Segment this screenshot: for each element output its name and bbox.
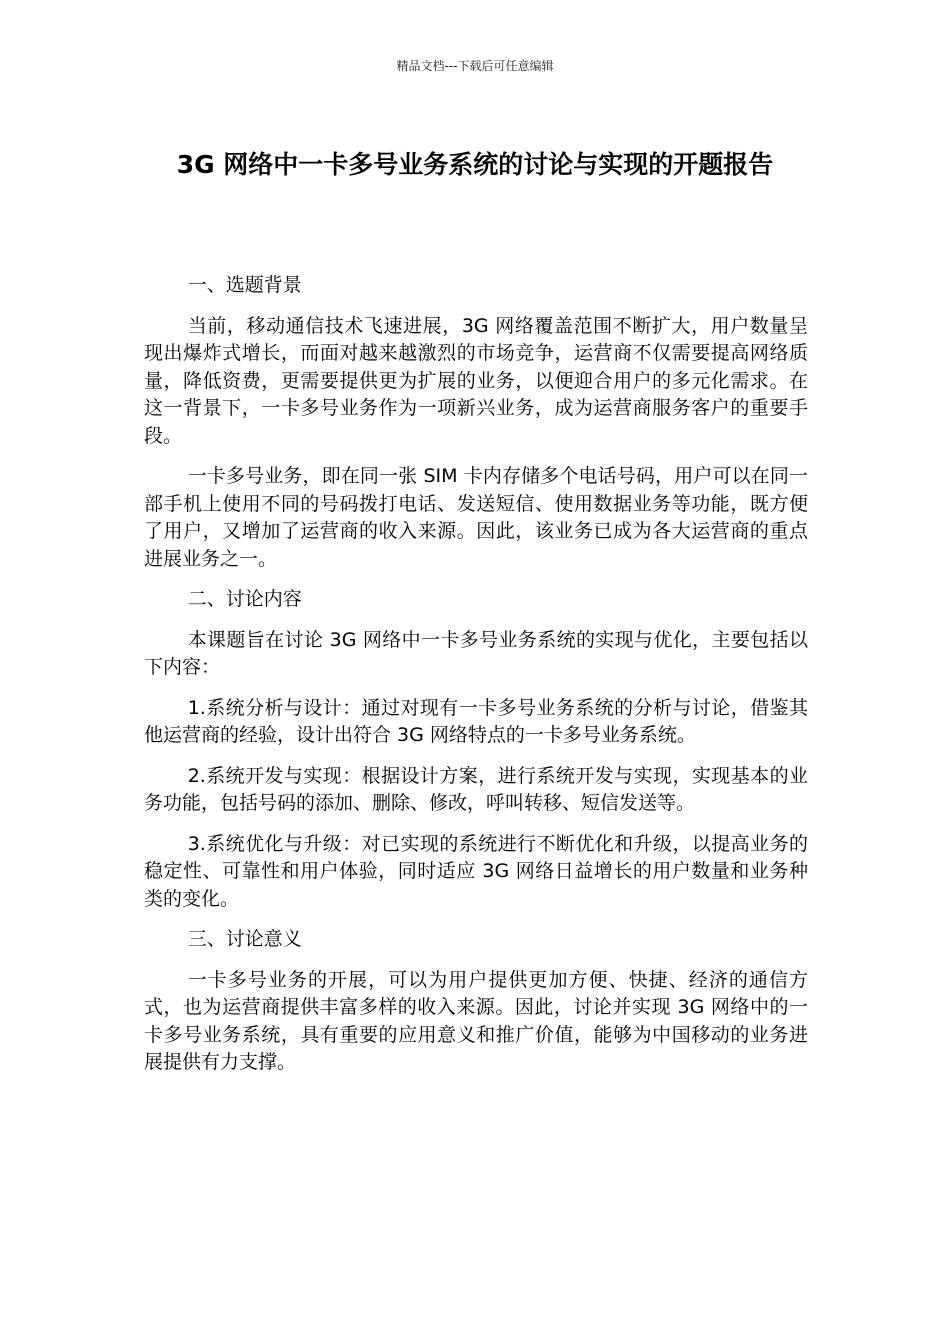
document-body xyxy=(144,272,808,1090)
section-heading-significance: 三、讨论意义 xyxy=(187,928,302,950)
section-heading-research-content: 二、讨论内容 xyxy=(187,588,302,610)
paragraph: 本课题旨在讨论 3G 网络中一卡多号业务系统的实现与优化，主要包括以下内容： xyxy=(144,628,808,678)
header-note: 精品文档---下载后可任意编辑 xyxy=(396,59,554,73)
paragraph: 当前，移动通信技术飞速进展，3G 网络覆盖范围不断扩大，用户数量呈现出爆炸式增长，而面对越来越激烈的市场竞争，运营商不仅需要提高网络质量，降低资费，更需要提供更为扩展的业务，以便迎合用户的多元化需求。在这一背景下，一卡多号业务作为一项新兴业务，成为运营商服务客户的重要手段。 xyxy=(144,314,808,447)
document-title: 3G 网络中一卡多号业务系统的讨论与实现的开题报告 xyxy=(176,150,774,179)
paragraph: 一卡多号业务，即在同一张 SIM 卡内存储多个电话号码，用户可以在同一部手机上使用不同的号码拨打电话、发送短信、使用数据业务等功能，既方便了用户，又增加了运营商的收入来源。因此，该业务已成为各大运营商的重点进展业务之一。 xyxy=(144,465,808,570)
paragraph: 一卡多号业务的开展，可以为用户提供更加方便、快捷、经济的通信方式，也为运营商提供丰富多样的收入来源。因此，讨论并实现 3G 网络中的一卡多号业务系统，具有重要的应用意义和推广价值，能够为中国移动的业务进展提供有力支撑。 xyxy=(144,968,808,1073)
list-item: 2.系统开发与实现：根据设计方案，进行系统开发与实现，实现基本的业务功能，包括号码的添加、删除、修改，呼叫转移、短信发送等。 xyxy=(144,764,808,814)
list-item: 3.系统优化与升级：对已实现的系统进行不断优化和升级，以提高业务的稳定性、可靠性和用户体验，同时适应 3G 网络日益增长的用户数量和业务种类的变化。 xyxy=(144,832,808,910)
section-heading-background: 一、选题背景 xyxy=(187,274,302,296)
list-item: 1.系统分析与设计：通过对现有一卡多号业务系统的分析与讨论，借鉴其他运营商的经验，设计出符合 3G 网络特点的一卡多号业务系统。 xyxy=(144,696,808,746)
